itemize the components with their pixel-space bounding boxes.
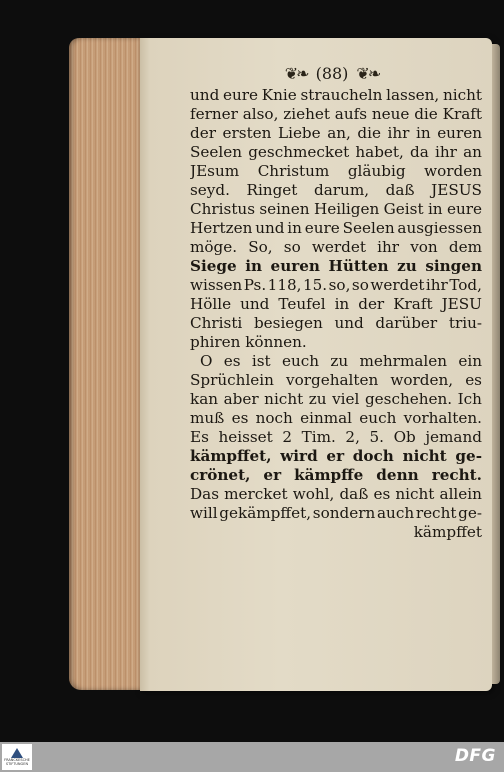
- text-line: kämpffet, wird er doch nicht ge-: [190, 447, 482, 465]
- text-line: will gekämpffet, sondern auch recht ge-: [190, 504, 482, 522]
- text-line: Hölle und Teufel in der Kraft JESU: [190, 295, 482, 313]
- left-ornament-icon: ❦❧: [284, 63, 308, 83]
- text-line: Seelen geschmecket habet, da ihr an: [190, 143, 482, 161]
- viewer-footer-bar: [0, 742, 504, 772]
- text-line: Siege in euren Hütten zu singen: [190, 257, 482, 275]
- right-ornament-icon: ❦❧: [356, 63, 380, 83]
- text-line: seyd. Ringet darum, daß JESUS: [190, 181, 482, 199]
- text-line: kan aber nicht zu viel geschehen. Ich: [190, 390, 482, 408]
- text-line: der ersten Liebe an, die ihr in euren: [190, 124, 482, 142]
- text-line: möge. So, so werdet ihr von dem: [190, 238, 482, 256]
- text-line: Es heisset 2 Tim. 2, 5. Ob jemand: [190, 428, 482, 446]
- text-line: Hertzen und in eure Seelen ausgiessen: [190, 219, 482, 237]
- text-block: [190, 86, 482, 542]
- text-line: Christus seinen Heiligen Geist in eure: [190, 200, 482, 218]
- text-line: ferner also, ziehet aufs neue die Kraft: [190, 105, 482, 123]
- text-line: Das mercket wohl, daß es nicht allein: [190, 485, 482, 503]
- library-logo-icon: [11, 748, 23, 758]
- catchword: kämpffet: [413, 523, 482, 541]
- library-logo-text: FRANCKESCHE STIFTUNGEN: [4, 758, 30, 766]
- page-header: [262, 62, 402, 84]
- page-number: (88): [315, 63, 349, 83]
- text-line: JEsum Christum gläubig worden: [190, 162, 482, 180]
- dfg-logo[interactable]: DFG: [454, 746, 496, 766]
- text-line: O es ist euch zu mehrmalen ein: [200, 352, 482, 370]
- text-line: und eure Knie straucheln lassen, nicht: [190, 86, 482, 104]
- text-line: Sprüchlein vorgehalten worden, es: [190, 371, 482, 389]
- text-line: Christi besiegen und darüber triu-: [190, 314, 482, 332]
- text-line: muß es noch einmal euch vorhalten.: [190, 409, 482, 427]
- library-logo[interactable]: [2, 744, 32, 770]
- text-line: wissen Ps. 118, 15. so, so werdet ihr Tod,: [190, 276, 482, 294]
- book-page-edges: [69, 38, 141, 690]
- text-line: phiren können.: [190, 333, 307, 351]
- book-right-edge: [492, 44, 500, 684]
- text-line: crönet, er kämpffe denn recht.: [190, 466, 482, 484]
